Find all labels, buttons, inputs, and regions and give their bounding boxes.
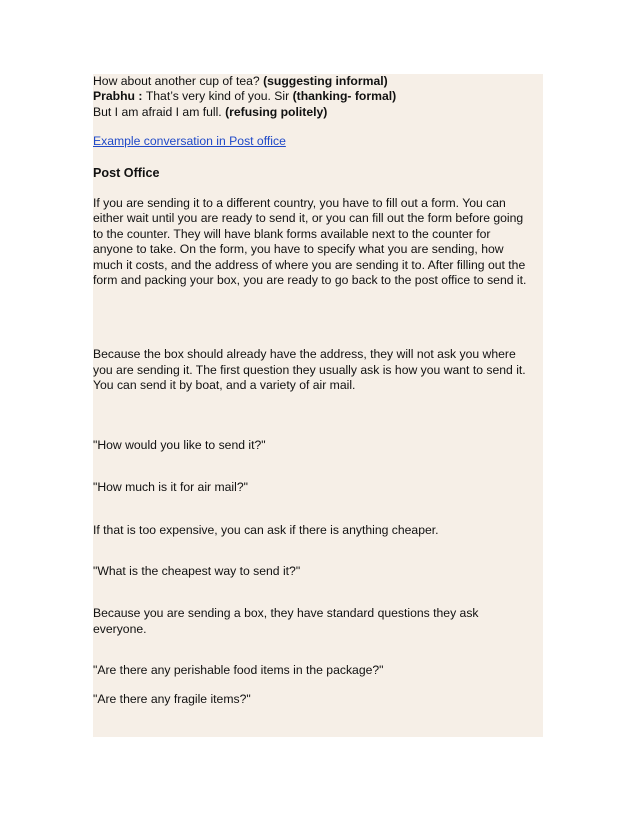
paragraph-1-line: anyone to take. On the form, you have to specify what you are sending, how	[93, 242, 504, 257]
link-row	[93, 134, 541, 149]
section-title: Post Office	[93, 165, 160, 180]
paragraph-2-line: You can send it by boat, and a variety of air mail.	[93, 378, 356, 393]
paragraph-3: If that is too expensive, you can ask if there is anything cheaper.	[93, 522, 439, 537]
intro-line-1	[93, 74, 541, 89]
paragraph-1-line: If you are sending it to a different country, you have to fill out a form. You can	[93, 196, 506, 211]
intro-line-3	[93, 105, 541, 120]
post-office-conversation-link[interactable]: Example conversation in Post office	[93, 134, 286, 149]
paragraph-1-line: much it costs, and the address of where you are sending it to. After filling out the	[93, 257, 526, 272]
paragraph-4-line: Because you are sending a box, they have standard questions they ask	[93, 606, 479, 621]
question-perishable-items: "Are there any perishable food items in the package?"	[93, 663, 384, 678]
intro-line-2-tag: (thanking- formal)	[292, 89, 397, 104]
intro-dialogue	[93, 74, 541, 120]
question-fragile-items: "Are there any fragile items?"	[93, 691, 251, 706]
paragraph-1-line: either wait until you are ready to send it, or you can fill out the form before going	[93, 211, 524, 226]
question-send-method: "How would you like to send it?"	[93, 437, 266, 452]
intro-line-1-tag: (suggesting informal)	[263, 74, 388, 88]
intro-line-2-text: That’s very kind of you. Sir	[145, 89, 293, 104]
paragraph-4	[93, 606, 541, 637]
intro-line-3-text: But I am afraid I am full.	[93, 104, 226, 119]
paragraph-4-line: everyone.	[93, 621, 147, 636]
paragraph-2	[93, 347, 541, 393]
speaker-name: Prabhu :	[93, 89, 146, 104]
question-cheapest-way: "What is the cheapest way to send it?"	[93, 563, 301, 578]
paragraph-2-line: Because the box should already have the address, they will not ask you where	[93, 347, 516, 362]
intro-line-1-text: How about another cup of tea?	[93, 74, 264, 88]
intro-line-2	[93, 89, 541, 104]
paragraph-1-line: to the counter. They will have blank forms available next to the counter for	[93, 226, 491, 241]
paragraph-1-line: form and packing your box, you are ready to go back to the post office to send it.	[93, 273, 527, 288]
paragraph-2-line: you are sending it. The first question they usually ask is how you want to send it.	[93, 362, 526, 377]
paragraph-1	[93, 196, 541, 288]
question-air-mail-price: "How much is it for air mail?"	[93, 480, 248, 495]
document-content	[93, 74, 541, 707]
intro-line-3-tag: (refusing politely)	[225, 104, 328, 119]
